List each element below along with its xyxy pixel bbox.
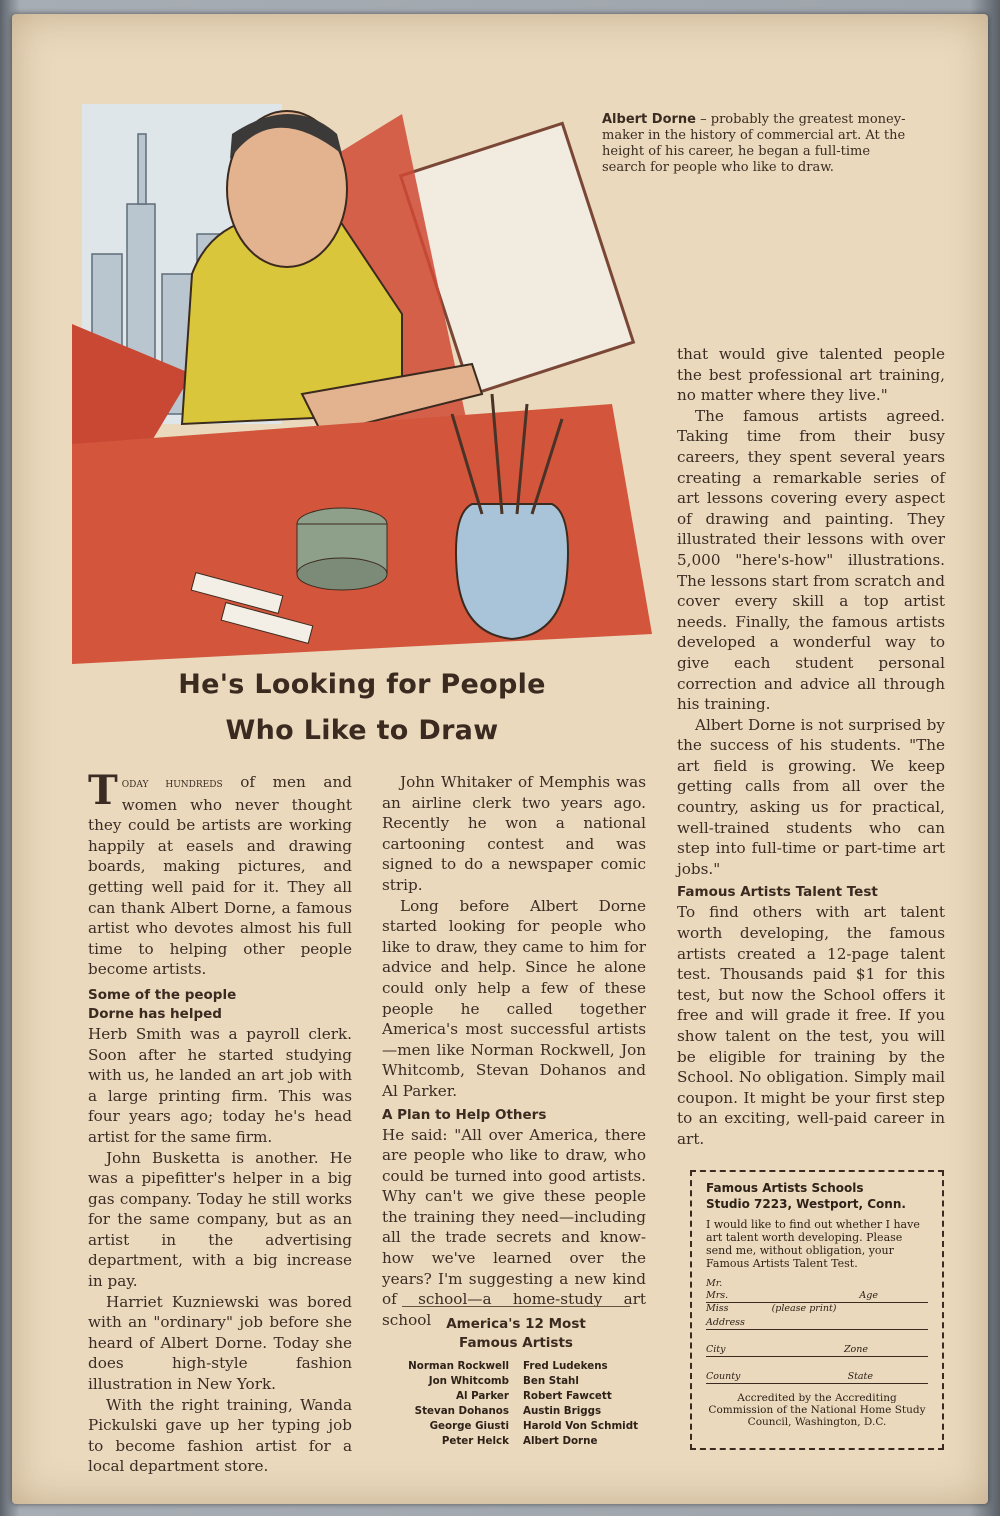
caption-text: – probably the greatest money-maker in the history of commercial art. At the height of his career, he began a full-time search for people who like to draw. — [602, 112, 906, 175]
please-print: (please print) — [771, 1303, 837, 1314]
artist-name: Al Parker — [455, 1390, 509, 1402]
artist-name: Stevan Dohanos — [414, 1405, 509, 1417]
artist-name: Ben Stahl — [523, 1375, 579, 1387]
artist-list — [382, 1359, 650, 1449]
caption-name: Albert Dorne — [602, 112, 696, 127]
headline-line-1: He's Looking for People — [178, 669, 546, 700]
comic-back-cover-page — [12, 14, 988, 1504]
text-column-1 — [88, 767, 352, 1477]
artist-name: Robert Fawcett — [523, 1390, 612, 1402]
text-column-3 — [677, 344, 945, 1150]
artist-name: Norman Rockwell — [408, 1360, 509, 1372]
coupon-body: I would like to find out whether I have art talent worth developing. Please send me, without obligation, your Famous Artists Talent Test. — [706, 1218, 920, 1270]
state-label: State — [847, 1371, 873, 1382]
zone-label: Zone — [843, 1344, 868, 1355]
paragraph-harriet-kuzniewski: Harriet Kuzniewski was bored with an "ordinary" job before she heard of Albert Dorne. Today she does high-style fashion illustration in New York. — [88, 1292, 352, 1394]
mr-label: Mr. — [706, 1278, 723, 1289]
paragraph-herb-smith: Herb Smith was a payroll clerk. Soon after he started studying with us, he landed an art job with a large printing firm. This was four years ago; today he's head artist for the same firm. — [88, 1024, 352, 1146]
famous-title-2: Famous Artists — [459, 1335, 573, 1351]
subhead-people-2: Dorne has helped — [88, 1005, 222, 1022]
illustration-caption — [602, 112, 912, 176]
address-label: Address — [706, 1317, 745, 1328]
ad-headline — [112, 662, 612, 754]
famous-title-1: America's 12 Most — [446, 1316, 586, 1332]
miss-row — [706, 1303, 928, 1315]
text-column-2 — [382, 772, 646, 1330]
artist-name: Fred Ludekens — [523, 1360, 608, 1372]
paragraph-artists-agreed: The famous artists agreed. Taking time from their busy careers, they spent several years creating a remarkable series of art lessons covering every aspect of drawing and painting. They illustrated their lessons with over 5,000 "here's-how" illustrations. The lessons start from scratch and cover every skill a top artist needs. Finally, the famous artists developed a wonderful way to give each student personal correction and advice all through his training. — [677, 406, 945, 714]
intro-small-caps: oday hundreds — [121, 776, 223, 791]
paragraph-he-said: He said: "All over America, there are people who like to draw, who could be turned into good artists. Why can't we give these people the training they need—including all the trade secrets and know-how we've learned over the years? I'm suggesting a new kind of school—a home-study art school — [382, 1125, 646, 1329]
county-state-field[interactable] — [706, 1371, 928, 1384]
subhead-talent-test: Famous Artists Talent Test — [677, 884, 878, 901]
intro-paragraph — [88, 767, 352, 980]
albert-dorne-illustration — [72, 74, 652, 664]
paragraph-not-surprised: Albert Dorne is not surprised by the success of his students. "The art field is growing. We keep getting calls from all over the country, asking us for practical, well-trained students who can step into full-time or part-time art jobs." — [677, 715, 945, 878]
drop-cap: T — [88, 767, 118, 814]
artist-name: George Giusti — [429, 1420, 509, 1432]
subhead-plan: A Plan to Help Others — [382, 1106, 547, 1123]
paragraph-john-whitaker: John Whitaker of Memphis was an airline clerk two years ago. Recently he won a national cartooning contest and was signed to do a newspaper comic strip. — [382, 773, 646, 894]
artist-name: Albert Dorne — [523, 1435, 598, 1447]
city-zone-field[interactable] — [706, 1344, 928, 1357]
artist-name: Peter Helck — [441, 1435, 509, 1447]
city-label: City — [706, 1344, 726, 1355]
address-field[interactable] — [706, 1317, 928, 1330]
famous-artists-box — [382, 1306, 650, 1449]
paragraph-wanda-pickulski: With the right training, Wanda Pickulski gave up her typing job to become fashion artist for a local department store. — [88, 1395, 352, 1476]
divider — [402, 1306, 630, 1307]
paragraph-john-busketta: John Busketta is another. He was a pipefitter's helper in a big gas company. Today he still works for the same company, but as an artist in the advertising department, with a big increase in pay. — [88, 1148, 352, 1291]
age-label: Age — [859, 1290, 878, 1301]
name-age-field[interactable] — [706, 1290, 928, 1303]
coupon-name-fields[interactable] — [706, 1278, 928, 1384]
brush-vase — [456, 504, 568, 639]
coupon-school: Famous Artists Schools — [706, 1181, 864, 1195]
intro-text: of men and women who never thought they could be artists are working happily at easels and drawing boards, making pictures, and getting well paid for it. They all can thank Albert Dorne, a famous artist who devotes almost his full time to helping other people become artists. — [88, 773, 352, 979]
artist-name: Harold Von Schmidt — [523, 1420, 639, 1432]
headline-line-2: Who Like to Draw — [225, 715, 499, 746]
mrs-label: Mrs. — [706, 1290, 729, 1301]
paragraph-long-before: Long before Albert Dorne started looking for people who like to draw, they came to him for advice and help. Since he alone could only help a few of these people he called together America's most successful artists —men like Norman Rockwell, Jon Whitcomb, Stevan Dohanos and Al Parker. — [382, 896, 646, 1100]
miss-label: Miss — [706, 1303, 729, 1314]
accreditation: Accredited by the Accrediting Commission of the National Home Study Council, Washington, D.C. — [708, 1392, 926, 1428]
artist-name: Jon Whitcomb — [428, 1375, 509, 1387]
paragraph-talent-test: To find others with art talent worth developing, the famous artists created a 12-page talent test. Thousands paid $1 for this test, but now the School offers it free and will grade it free. If you show talent on the test, you will be eligible for training by the School. No obligation. Simply mail coupon. It might be your first step to an exciting, well-paid career in art. — [677, 903, 945, 1148]
mail-coupon[interactable] — [690, 1170, 944, 1450]
coupon-studio: Studio 7223, Westport, Conn. — [706, 1197, 906, 1211]
artist-name: Austin Briggs — [523, 1405, 602, 1417]
paragraph-continued: that would give talented people the best professional art training, no matter where they live." — [677, 345, 945, 405]
county-label: County — [706, 1371, 741, 1382]
paint-jars — [297, 508, 387, 590]
subhead-people-1: Some of the people — [88, 986, 237, 1003]
